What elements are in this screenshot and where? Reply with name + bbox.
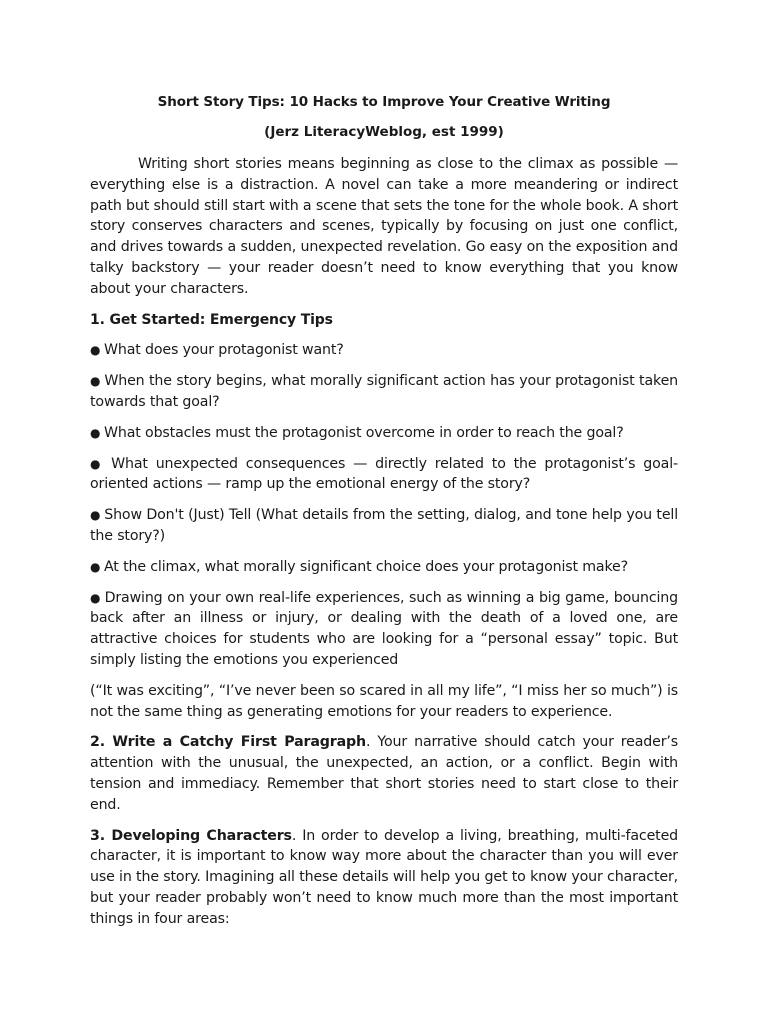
bullet-item: ● What obstacles must the protagonist overcome in order to reach the goal?: [90, 423, 678, 444]
section-1-continuation: (“It was exciting”, “I’ve never been so scared in all my life”, “I miss her so much”) is not the same thing as generating emotions for your readers to experience.: [90, 682, 678, 720]
section-2-paragraph: [90, 732, 678, 815]
bullet-item: ● Drawing on your own real-life experiences, such as winning a big game, bouncing back after an illness or injury, or dealing with the death of a loved one, are attractive choices for students who are looking for a “personal essay” topic. But simply listing the emotions you experienced: [90, 588, 678, 671]
document-subtitle: (Jerz LiteracyWeblog, est 1999): [264, 124, 504, 140]
section-3-paragraph: [90, 826, 678, 930]
intro-paragraph: Writing short stories means beginning as close to the climax as possible — everything else is a distraction. A novel can take a more meandering or indirect path but should still start with a scene that sets the tone for the whole book. A short story conserves characters and scenes, typically by focusing on just one conflict, and drives towards a sudden, unexpected revelation. Go easy on the exposition and talky backstory — your reader doesn’t need to know everything that you know about your characters.: [90, 156, 678, 297]
section-1-heading: 1. Get Started: Emergency Tips: [90, 311, 333, 328]
bullet-item: ● What unexpected consequences — directly related to the protagonist’s goal-oriented actions — ramp up the emotional energy of the story?: [90, 454, 678, 496]
bullet-item: ● At the climax, what morally significant choice does your protagonist make?: [90, 557, 678, 578]
section-2-body: . Your narrative should catch your reader’s attention with the unusual, the unexpected, an action, or a conflict. Begin with tension and immediacy. Remember that short stories need to start close to their end.: [90, 734, 678, 813]
document-title: Short Story Tips: 10 Hacks to Improve Your Creative Writing: [157, 94, 611, 110]
bullet-item: ● What does your protagonist want?: [90, 340, 678, 361]
section-3-heading: 3. Developing Characters: [90, 827, 292, 844]
section-2-heading: 2. Write a Catchy First Paragraph: [90, 734, 367, 751]
bullet-item: ● When the story begins, what morally significant action has your protagonist taken towards that goal?: [90, 371, 678, 413]
bullet-item: ● Show Don't (Just) Tell (What details from the setting, dialog, and tone help you tell the story?): [90, 505, 678, 547]
section-3-body: . In order to develop a living, breathing, multi-faceted character, it is important to know way more about the character than you will ever use in the story. Imagining all these details will help you get to know your character, but your reader probably won’t need to know much more than the most important things in four areas:: [90, 827, 679, 927]
